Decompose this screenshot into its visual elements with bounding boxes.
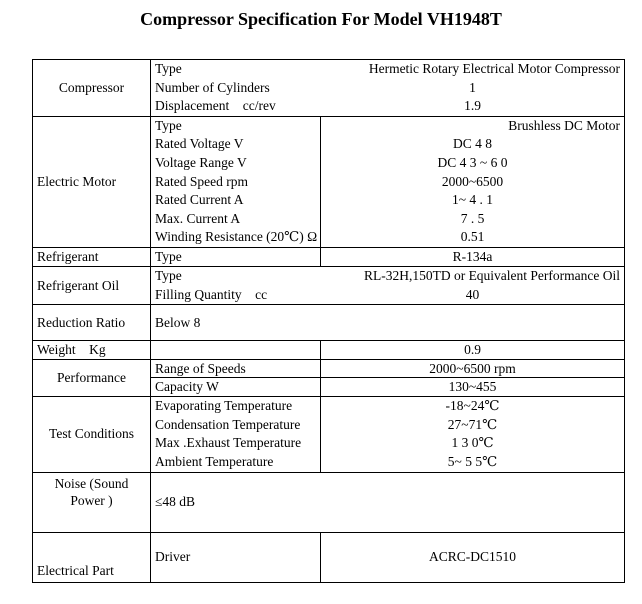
oil-fill-label: Filling Quantity cc bbox=[155, 286, 268, 302]
noise-row bbox=[33, 472, 625, 532]
oil-type-line bbox=[151, 267, 624, 286]
compressor-type-line bbox=[151, 60, 624, 79]
oil-row bbox=[33, 266, 625, 304]
performance-label: Performance bbox=[33, 359, 151, 396]
compressor-cyl-label: Number of Cylinders bbox=[155, 79, 270, 95]
weight-param bbox=[151, 341, 321, 360]
motor-value: 7 . 5 bbox=[460, 210, 485, 226]
compressor-cyl-line bbox=[151, 79, 624, 98]
test-label: Test Conditions bbox=[33, 396, 151, 472]
test-param: Max .Exhaust Temperature bbox=[155, 435, 302, 451]
reduction-label: Reduction Ratio bbox=[33, 305, 151, 341]
compressor-label: Compressor bbox=[33, 60, 151, 117]
motor-param: Rated Voltage V bbox=[155, 136, 244, 152]
oil-type-value: RL-32H,150TD or Equivalent Performance Oil bbox=[363, 267, 621, 283]
test-values bbox=[321, 396, 625, 472]
motor-param: Rated Current A bbox=[155, 192, 244, 208]
performance-value: 2000~6500 rpm bbox=[321, 359, 625, 378]
electrical-value: ACRC-DC1510 bbox=[321, 532, 625, 582]
motor-value: 1~ 4 . 1 bbox=[451, 192, 494, 208]
motor-param: Rated Speed rpm bbox=[155, 173, 248, 189]
compressor-type-label: Type bbox=[155, 61, 182, 76]
motor-values bbox=[321, 116, 625, 247]
oil-fill-line bbox=[151, 286, 624, 305]
motor-param: Type bbox=[155, 117, 182, 133]
motor-label: Electric Motor bbox=[33, 116, 151, 247]
oil-details bbox=[151, 266, 625, 304]
test-row bbox=[33, 396, 625, 472]
electrical-row bbox=[33, 532, 625, 582]
motor-value: DC 4 8 bbox=[453, 136, 493, 152]
test-param: Ambient Temperature bbox=[155, 453, 274, 469]
motor-value: 0.51 bbox=[460, 229, 485, 245]
refrigerant-row bbox=[33, 247, 625, 266]
refrigerant-param: Type bbox=[151, 247, 321, 266]
reduction-row bbox=[33, 305, 625, 341]
electrical-label: Electrical Part bbox=[33, 532, 151, 582]
oil-type-label: Type bbox=[155, 267, 182, 283]
compressor-cyl-value: 1 bbox=[469, 79, 476, 95]
refrigerant-label: Refrigerant bbox=[33, 247, 151, 266]
motor-params bbox=[151, 116, 321, 247]
noise-value: ≤48 dB bbox=[151, 472, 625, 532]
performance-param: Range of Speeds bbox=[151, 359, 321, 378]
compressor-disp-line bbox=[151, 97, 624, 116]
test-value: -18~24℃ bbox=[445, 397, 500, 413]
electrical-param: Driver bbox=[151, 532, 321, 582]
test-value: 27~71℃ bbox=[447, 416, 498, 432]
test-param: Condensation Temperature bbox=[155, 416, 301, 432]
compressor-details bbox=[151, 60, 625, 117]
motor-value: DC 4 3 ~ 6 0 bbox=[437, 154, 508, 170]
performance-row-1 bbox=[33, 359, 625, 378]
reduction-value: Below 8 bbox=[151, 305, 625, 341]
refrigerant-value: R-134a bbox=[321, 247, 625, 266]
page-title: Compressor Specification For Model VH1948T bbox=[140, 9, 502, 29]
noise-label: Noise (Sound Power ) bbox=[33, 472, 151, 532]
motor-param: Max. Current A bbox=[155, 210, 241, 226]
motor-value: 2000~6500 bbox=[441, 173, 504, 189]
performance-param: Capacity W bbox=[151, 378, 321, 397]
compressor-type-value: Hermetic Rotary Electrical Motor Compressor bbox=[368, 61, 621, 76]
motor-param: Voltage Range V bbox=[155, 154, 247, 170]
motor-param: Winding Resistance (20℃) Ω bbox=[155, 229, 318, 245]
performance-value: 130~455 bbox=[321, 378, 625, 397]
test-value: 5~ 5 5℃ bbox=[447, 453, 498, 469]
oil-fill-value: 40 bbox=[465, 286, 480, 302]
test-value: 1 3 0℃ bbox=[451, 435, 494, 451]
motor-value: Brushless DC Motor bbox=[508, 117, 621, 133]
test-params bbox=[151, 396, 321, 472]
motor-row bbox=[33, 116, 625, 247]
compressor-row bbox=[33, 60, 625, 117]
weight-row bbox=[33, 341, 625, 360]
test-param: Evaporating Temperature bbox=[155, 397, 293, 413]
weight-value: 0.9 bbox=[321, 341, 625, 360]
compressor-disp-value: 1.9 bbox=[464, 98, 481, 114]
spec-table bbox=[32, 59, 625, 583]
compressor-disp-label: Displacement cc/rev bbox=[155, 98, 276, 114]
weight-label: Weight Kg bbox=[33, 341, 151, 360]
oil-label: Refrigerant Oil bbox=[33, 266, 151, 304]
